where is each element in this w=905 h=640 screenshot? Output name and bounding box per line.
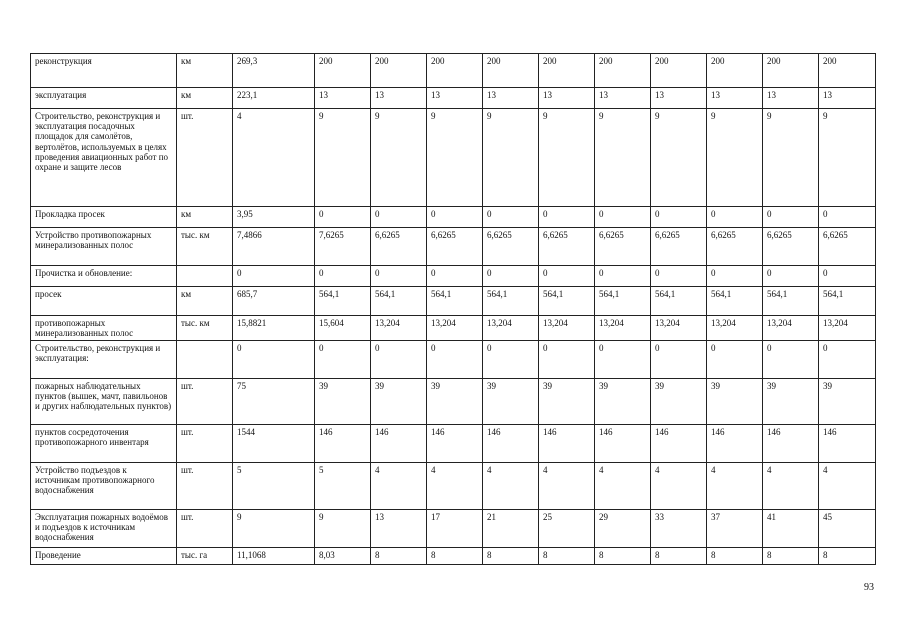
row-value-cell: 5: [315, 463, 371, 510]
row-value-cell: 8: [651, 548, 707, 565]
row-unit-cell: шт.: [177, 425, 233, 463]
row-value-cell: 9: [595, 109, 651, 207]
row-value-cell: 13,204: [427, 316, 483, 341]
table-row: [31, 316, 876, 341]
row-name-cell: противопожарных минерализованных полос: [31, 316, 177, 341]
row-value-cell: 13: [595, 88, 651, 109]
row-value-cell: 13: [371, 510, 427, 548]
row-value-cell: 4: [763, 463, 819, 510]
table-row: [31, 54, 876, 88]
row-value-cell: 4: [539, 463, 595, 510]
row-value-cell: 75: [233, 379, 315, 425]
row-value-cell: 39: [483, 379, 539, 425]
table-row: [31, 228, 876, 266]
row-value-cell: 13,204: [651, 316, 707, 341]
table-row: [31, 287, 876, 316]
row-value-cell: 146: [315, 425, 371, 463]
row-value-cell: 0: [763, 207, 819, 228]
row-value-cell: 0: [427, 341, 483, 379]
row-value-cell: 8,03: [315, 548, 371, 565]
row-value-cell: 39: [819, 379, 876, 425]
row-value-cell: 13,204: [371, 316, 427, 341]
row-value-cell: 200: [651, 54, 707, 88]
row-value-cell: 146: [651, 425, 707, 463]
row-value-cell: 0: [371, 207, 427, 228]
table-row: [31, 109, 876, 207]
row-unit-cell: тыс. га: [177, 548, 233, 565]
row-value-cell: 6,6265: [427, 228, 483, 266]
row-value-cell: 9: [539, 109, 595, 207]
row-value-cell: 13: [483, 88, 539, 109]
row-value-cell: 564,1: [483, 287, 539, 316]
row-value-cell: 564,1: [315, 287, 371, 316]
row-value-cell: 4: [483, 463, 539, 510]
table-body: [31, 54, 876, 565]
row-value-cell: 564,1: [763, 287, 819, 316]
row-value-cell: 0: [315, 266, 371, 287]
row-value-cell: 146: [483, 425, 539, 463]
row-value-cell: 15,604: [315, 316, 371, 341]
row-value-cell: 564,1: [651, 287, 707, 316]
row-value-cell: 564,1: [427, 287, 483, 316]
row-value-cell: 4: [651, 463, 707, 510]
table-row: [31, 88, 876, 109]
row-value-cell: 0: [651, 266, 707, 287]
row-value-cell: 200: [539, 54, 595, 88]
table-row: [31, 379, 876, 425]
row-value-cell: 146: [595, 425, 651, 463]
row-value-cell: 0: [595, 207, 651, 228]
row-value-cell: 146: [819, 425, 876, 463]
row-value-cell: 11,1068: [233, 548, 315, 565]
row-value-cell: 8: [707, 548, 763, 565]
row-value-cell: 6,6265: [483, 228, 539, 266]
row-value-cell: 6,6265: [539, 228, 595, 266]
row-value-cell: 8: [371, 548, 427, 565]
row-value-cell: 13: [707, 88, 763, 109]
row-value-cell: 269,3: [233, 54, 315, 88]
row-value-cell: 0: [651, 341, 707, 379]
row-value-cell: 9: [483, 109, 539, 207]
row-value-cell: 0: [427, 266, 483, 287]
row-value-cell: 0: [595, 266, 651, 287]
row-value-cell: 39: [595, 379, 651, 425]
row-value-cell: 0: [371, 266, 427, 287]
row-value-cell: 7,6265: [315, 228, 371, 266]
row-value-cell: 9: [427, 109, 483, 207]
row-value-cell: 0: [707, 207, 763, 228]
table-row: [31, 463, 876, 510]
row-value-cell: 25: [539, 510, 595, 548]
row-value-cell: 0: [763, 341, 819, 379]
row-name-cell: пожарных наблюдательных пунктов (вышек, мачт, павильонов и других наблюдательных пунктов): [31, 379, 177, 425]
row-unit-cell: км: [177, 207, 233, 228]
row-value-cell: 146: [539, 425, 595, 463]
row-value-cell: 21: [483, 510, 539, 548]
row-name-cell: просек: [31, 287, 177, 316]
row-unit-cell: тыс. км: [177, 316, 233, 341]
row-value-cell: 0: [539, 341, 595, 379]
row-name-cell: Эксплуатация пожарных водоёмов и подъездов к источникам водоснабжения: [31, 510, 177, 548]
row-value-cell: 9: [233, 510, 315, 548]
row-value-cell: 17: [427, 510, 483, 548]
row-value-cell: 0: [315, 341, 371, 379]
row-unit-cell: шт.: [177, 379, 233, 425]
row-unit-cell: шт.: [177, 463, 233, 510]
row-value-cell: 13,204: [539, 316, 595, 341]
row-value-cell: 8: [483, 548, 539, 565]
row-value-cell: 33: [651, 510, 707, 548]
row-value-cell: 39: [707, 379, 763, 425]
row-name-cell: Устройство противопожарных минерализованных полос: [31, 228, 177, 266]
row-value-cell: 0: [483, 341, 539, 379]
row-value-cell: 146: [763, 425, 819, 463]
row-value-cell: 37: [707, 510, 763, 548]
row-value-cell: 7,4866: [233, 228, 315, 266]
row-value-cell: 200: [427, 54, 483, 88]
row-value-cell: 5: [233, 463, 315, 510]
row-name-cell: эксплуатация: [31, 88, 177, 109]
table-row: [31, 425, 876, 463]
row-value-cell: 39: [651, 379, 707, 425]
row-value-cell: 200: [595, 54, 651, 88]
row-value-cell: 13: [539, 88, 595, 109]
row-value-cell: 6,6265: [595, 228, 651, 266]
row-value-cell: 4: [427, 463, 483, 510]
row-value-cell: 9: [763, 109, 819, 207]
data-table: [30, 53, 876, 565]
row-unit-cell: шт.: [177, 510, 233, 548]
row-value-cell: 0: [819, 266, 876, 287]
row-value-cell: 39: [427, 379, 483, 425]
table-row: [31, 207, 876, 228]
row-value-cell: 146: [707, 425, 763, 463]
row-value-cell: 4: [819, 463, 876, 510]
row-value-cell: 13: [427, 88, 483, 109]
row-value-cell: 9: [371, 109, 427, 207]
row-value-cell: 39: [371, 379, 427, 425]
row-value-cell: 0: [595, 341, 651, 379]
row-value-cell: 8: [595, 548, 651, 565]
row-value-cell: 0: [539, 207, 595, 228]
row-value-cell: 13,204: [763, 316, 819, 341]
row-value-cell: 564,1: [707, 287, 763, 316]
row-name-cell: Прокладка просек: [31, 207, 177, 228]
row-value-cell: 0: [763, 266, 819, 287]
row-value-cell: 0: [427, 207, 483, 228]
row-unit-cell: км: [177, 88, 233, 109]
row-value-cell: 200: [483, 54, 539, 88]
row-value-cell: 13: [371, 88, 427, 109]
row-name-cell: Проведение: [31, 548, 177, 565]
row-name-cell: пунктов сосредоточения противопожарного инвентаря: [31, 425, 177, 463]
row-value-cell: 223,1: [233, 88, 315, 109]
row-value-cell: 0: [707, 266, 763, 287]
row-value-cell: 8: [427, 548, 483, 565]
row-unit-cell: тыс. км: [177, 228, 233, 266]
row-value-cell: 6,6265: [763, 228, 819, 266]
row-value-cell: 146: [427, 425, 483, 463]
row-name-cell: Строительство, реконструкция и эксплуатация посадочных площадок для самолётов, вертолётов, используемых в целях проведения авиационных работ по охране и защите лесов: [31, 109, 177, 207]
row-name-cell: Прочистка и обновление:: [31, 266, 177, 287]
row-value-cell: 6,6265: [707, 228, 763, 266]
row-value-cell: 15,8821: [233, 316, 315, 341]
table-row: [31, 548, 876, 565]
row-value-cell: 9: [819, 109, 876, 207]
row-value-cell: 45: [819, 510, 876, 548]
row-value-cell: 0: [483, 207, 539, 228]
row-unit-cell: [177, 266, 233, 287]
row-value-cell: 200: [819, 54, 876, 88]
row-value-cell: 9: [315, 109, 371, 207]
row-value-cell: 13: [763, 88, 819, 109]
row-value-cell: 0: [233, 266, 315, 287]
row-value-cell: 8: [539, 548, 595, 565]
row-value-cell: 200: [315, 54, 371, 88]
row-value-cell: 0: [315, 207, 371, 228]
row-value-cell: 0: [819, 341, 876, 379]
row-value-cell: 13,204: [595, 316, 651, 341]
row-value-cell: 3,95: [233, 207, 315, 228]
table-row: [31, 341, 876, 379]
row-value-cell: 41: [763, 510, 819, 548]
row-value-cell: 0: [539, 266, 595, 287]
row-value-cell: 13: [819, 88, 876, 109]
row-value-cell: 0: [651, 207, 707, 228]
row-value-cell: 8: [763, 548, 819, 565]
row-value-cell: 13: [315, 88, 371, 109]
row-value-cell: 0: [819, 207, 876, 228]
row-value-cell: 564,1: [595, 287, 651, 316]
row-unit-cell: шт.: [177, 109, 233, 207]
row-value-cell: 0: [483, 266, 539, 287]
row-value-cell: 685,7: [233, 287, 315, 316]
row-unit-cell: [177, 341, 233, 379]
row-value-cell: 29: [595, 510, 651, 548]
row-value-cell: 6,6265: [651, 228, 707, 266]
row-value-cell: 13: [651, 88, 707, 109]
row-value-cell: 564,1: [371, 287, 427, 316]
row-value-cell: 6,6265: [819, 228, 876, 266]
row-value-cell: 4: [233, 109, 315, 207]
row-value-cell: 146: [371, 425, 427, 463]
row-value-cell: 39: [763, 379, 819, 425]
row-value-cell: 13,204: [483, 316, 539, 341]
row-value-cell: 4: [595, 463, 651, 510]
row-value-cell: 0: [371, 341, 427, 379]
row-value-cell: 1544: [233, 425, 315, 463]
row-value-cell: 564,1: [819, 287, 876, 316]
row-value-cell: 8: [819, 548, 876, 565]
row-value-cell: 6,6265: [371, 228, 427, 266]
row-name-cell: Строительство, реконструкция и эксплуатация:: [31, 341, 177, 379]
row-value-cell: 9: [315, 510, 371, 548]
row-value-cell: 39: [315, 379, 371, 425]
page-number: 93: [864, 582, 874, 593]
row-name-cell: Устройство подъездов к источникам противопожарного водоснабжения: [31, 463, 177, 510]
row-name-cell: реконструкция: [31, 54, 177, 88]
row-value-cell: 200: [763, 54, 819, 88]
row-value-cell: 564,1: [539, 287, 595, 316]
row-unit-cell: км: [177, 54, 233, 88]
row-value-cell: 9: [707, 109, 763, 207]
row-value-cell: 13,204: [819, 316, 876, 341]
row-unit-cell: км: [177, 287, 233, 316]
row-value-cell: 200: [371, 54, 427, 88]
table-row: [31, 266, 876, 287]
row-value-cell: 9: [651, 109, 707, 207]
row-value-cell: 200: [707, 54, 763, 88]
table-row: [31, 510, 876, 548]
row-value-cell: 39: [539, 379, 595, 425]
row-value-cell: 4: [707, 463, 763, 510]
row-value-cell: 0: [233, 341, 315, 379]
row-value-cell: 13,204: [707, 316, 763, 341]
row-value-cell: 4: [371, 463, 427, 510]
row-value-cell: 0: [707, 341, 763, 379]
